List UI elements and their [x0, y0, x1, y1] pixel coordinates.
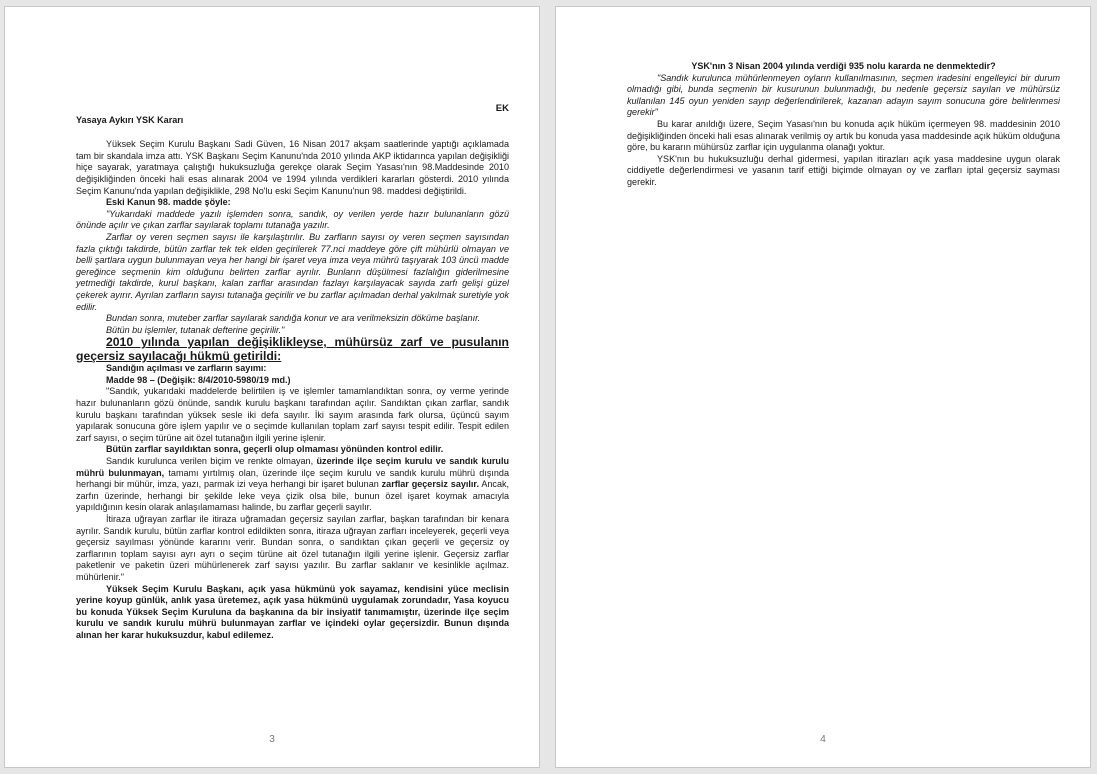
- new-law-heading-1: Sandığın açılması ve zarfların sayımı:: [106, 363, 267, 374]
- document-title: Yasaya Aykırı YSK Kararı: [76, 114, 184, 125]
- final-paragraph: Yüksek Seçim Kurulu Başkanı, açık yasa hükmünü yok sayamaz, kendisini yüce meclisin yerine koyup günlük, anlık yasa üretemez, açık yasa hükmünü uygulamak zorundadır, Yasa koyucu bu konuda Yüksek Seçim Kuruluna da başkanına da bir insiyatif tanımamıştır, üzerinde ilçe seçim kurulu ve sandık kurulu mührü bulunmayan zarflar ve içindeki oylar geçersizdir. Bunun dışında alınan her karar hukuksuzdur, kabul edilemez.: [76, 583, 509, 640]
- page-4-content: [627, 61, 1060, 189]
- old-law-paragraph-2: Zarflar oy veren seçmen sayısı ile karşılaştırılır. Bu zarfların sayısı oy veren seçmen sayısından fazla çıktığı takdirde, bütün zarflar tek tek elden geçirilerek 77.nci maddeye göre çift mühürlü olmayan ve belli şartlara uygun bulunmayan veya her hangi bir işaret veya imza veya mührü taşıyarak 103 üncü madde gereğince seçmenin kim olduğunu belirten zarflar ayrılır. Bunların düşülmesi fazlalığın giderilmesine yetmediği takdirde, kurul başkanı, kalan zarflar arasından fazlayı karşılayacak sayıda zarfı gelişi güzel çekerek ayırır. Ayrılan zarfların sayısı tutanağa geçirilir ve bu zarflar açılmadan derhal yakılmak suretiyle yok edilir.: [76, 231, 509, 312]
- new-law-paragraph-1: "Sandık, yukarıdaki maddelerde belirtilen iş ve işlemler tamamlandıktan sonra, oy verme yerinde hazır bulunanların gözü önünde, sandık kurulu başkanı tarafından açılır. Sandıktan çıkan zarflar, sandık kurulu başkanı tarafından yüksek sesle iki defa sayılır. İki sayım arasında fark olursa, üçüncü sayım yapılarak sonucuna göre işlem yapılır ve o seçimde kullanılan toplam zarf sayısı tespit edilir. Tespit edilen zarf sayısı, o seçim türüne ait özel tutanağın ilgili yerine işlenir.: [76, 386, 509, 443]
- page-4-paragraph-2: YSK'nın bu hukuksuzluğu derhal gidermesi, yapılan itirazları açık yasa maddesine uygun olarak ciddiyetle değerlendirmesi ve yasanın tarif ettiği biçimde olmayan oy ve zarfları iptal geçersiz sayması gerekir.: [627, 153, 1060, 187]
- intro-paragraph: Yüksek Seçim Kurulu Başkanı Sadi Güven, 16 Nisan 2017 akşam saatlerinde yaptığı açıklamada tam bir skandala imza attı. YSK Başkanı Seçim Kanunu'nda 2010 yılında AKP iktidarınca yapılan değişikliği hiçe sayarak, yaratmaya çalıştığı hukuksuzluğa gerekçe olarak Seçim Yasası'nın 98.Maddesinde 2010 değişikliğinden önceki hali esas alınarak 2004 ve 1994 yılında verdikleri kararları gösterdi. 2010 yılında Seçim Kanunu'nda yapılan değişiklikle, 298 No'lu eski Seçim Kanunu'nun 98. maddesi değiştirildi.: [76, 139, 509, 196]
- page-3-content: [76, 103, 509, 642]
- new-law-paragraph-2: Bütün zarflar sayıldıktan sonra, geçerli olup olmaması yönünden kontrol edilir.: [106, 444, 444, 455]
- text-run: Sandık kurulunca verilen biçim ve renkte olmayan,: [106, 456, 317, 467]
- page-number: 3: [269, 734, 275, 745]
- new-law-paragraph-3: [76, 456, 509, 514]
- text-run: tamamı yırtılmış olan, üzerinde ilçe seçim kurulu ve sandık kurulu mührü dışında herhangi bir mühür, imza, yazı, parmak izi veya herhangi bir işaret bulunan: [76, 467, 509, 490]
- page-4-paragraph-1: Bu karar anıldığı üzere, Seçim Yasası'nın bu konuda açık hüküm içermeyen 98. maddesinin 2010 değişikliğinden önceki hali esas alınarak verilmiş oy artık bu konuda yasa maddesinde açık hüküm olduğuna göre, bu kararın mühürsüz zarflar için uygulanma olanağı yoktur.: [627, 118, 1060, 153]
- document-page-4: [555, 6, 1091, 768]
- ysk-quote: "Sandık kurulunca mühürlenmeyen oyların kullanılmasının, seçmen iradesini engelleyici bir durum olmadığı gibi, bunda seçmenin bir kusurunun bulunmadığı, bu nedenle geçersiz sayılan ve mühürsüz kullanılan 145 oyun yeniden sayıp değerlendirilerek, kazanan adayın sayım sonucuna göre belirlenmesi gerekir": [627, 72, 1060, 118]
- new-law-heading-2: Madde 98 – (Değişik: 8/4/2010-5980/19 md.): [106, 374, 291, 385]
- text-run-bold: üzerinde ilçe seçim kurulu ve sandık kurulu mührü bulunmayan,: [76, 456, 509, 478]
- old-law-paragraph-3: Bundan sonra, muteber zarflar sayılarak sandığa konur ve ara verilmeksizin döküme başlanır.: [106, 313, 481, 324]
- page-4-heading: YSK'nın 3 Nisan 2004 yılında verdiği 935 nolu kararda ne denmektedir?: [691, 61, 996, 71]
- old-law-paragraph-1: "Yukarıdaki maddede yazılı işlemden sonra, sandık, oy verilen yerde hazır bulunanların gözü önünde açılır ve çıkan zarflar sayılarak toplamı tutanağa yazılır.: [76, 208, 509, 231]
- page-number: 4: [820, 734, 826, 745]
- old-law-heading: Eski Kanun 98. madde şöyle:: [106, 197, 231, 208]
- amendment-heading: 2010 yılında yapılan değişiklikleyse, mühürsüz zarf ve pusulanın geçersiz sayılacağı hükmü getirildi:: [76, 335, 509, 363]
- text-run: Ancak, zarfın üzerinde, herhangi bir şekilde leke veya çizik olsa bile, bunun özel işaret koymak amacıyla yapıldığının kesin olarak anlaşılamaması halinde, bu zarflar geçerli sayılır.: [76, 479, 510, 513]
- old-law-paragraph-4: Bütün bu işlemler, tutanak defterine geçirilir.": [106, 324, 285, 335]
- new-law-paragraph-4: İtiraza uğrayan zarflar ile itiraza uğramadan geçersiz sayılan zarflar, başkan tarafından bir kenara ayrılır. Sandık kurulu, bütün zarflar kontrol edildikten sonra, itiraza uğrayan zarfları inceleyerek, geçerli veya geçersiz sayılması yönünde kararını verir. Bundan sonra, o sandıktan çıkan geçerli ve geçersiz oy zarflarının toplam sayısı ayrı ayrı o seçim türüne ait özel tutanağın ilgili yerine işlenir. Geçersiz zarflar paketlenir ve paketin üzeri mühürlenerek zarf sayısı yazılır. Bu zarflar saklanır ve kesinlikle açılmaz. mühürlenir.": [76, 514, 509, 582]
- text-run-bold: zarflar geçersiz sayılır.: [381, 479, 479, 490]
- document-page-3: [4, 6, 540, 768]
- ek-label: EK: [495, 103, 509, 114]
